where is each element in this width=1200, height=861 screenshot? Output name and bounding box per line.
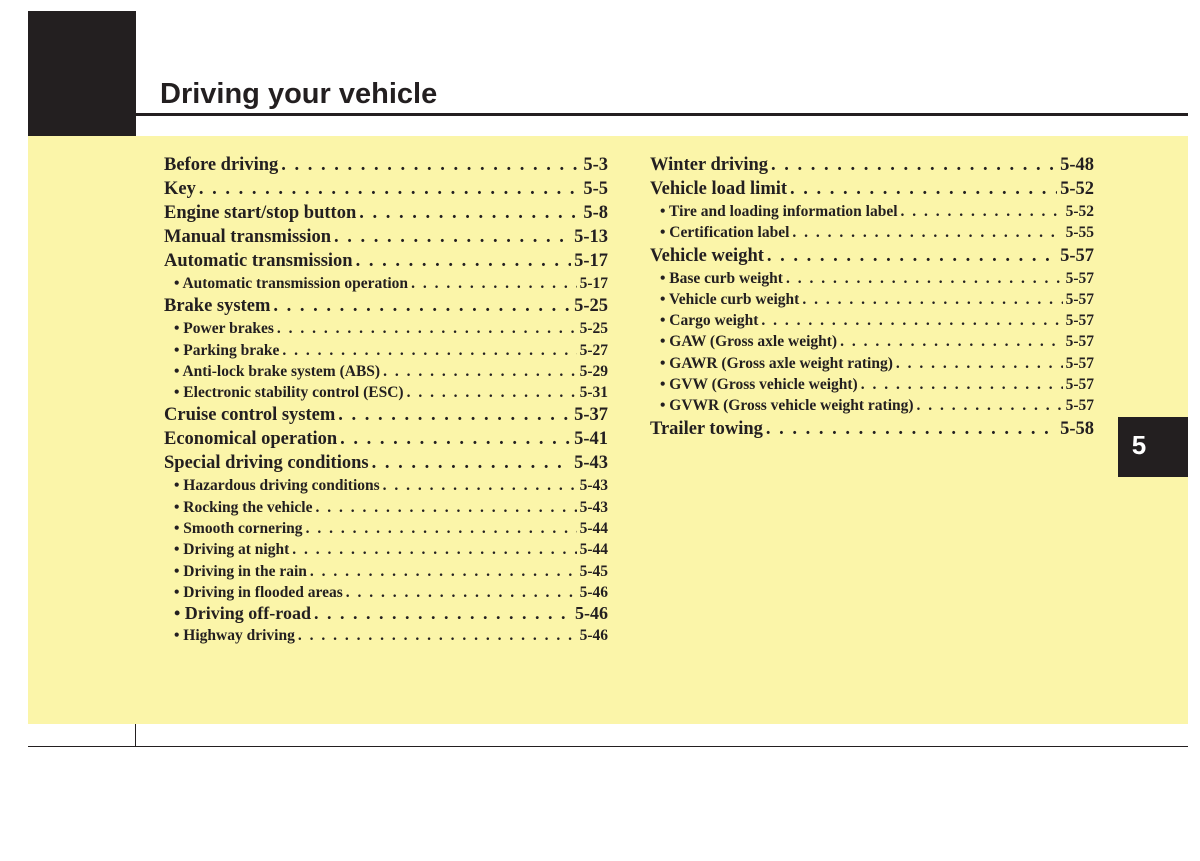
toc-page-number: 5-44 bbox=[579, 541, 608, 559]
dot-leader bbox=[338, 403, 571, 427]
dot-leader bbox=[901, 201, 1063, 222]
toc-subentry[interactable] bbox=[164, 361, 608, 382]
toc-subentry[interactable] bbox=[650, 395, 1094, 416]
toc-entry-label: • Driving in the rain bbox=[174, 562, 307, 580]
toc-page-number: 5-29 bbox=[579, 362, 608, 380]
toc-subentry[interactable] bbox=[164, 603, 608, 624]
toc-subentry[interactable] bbox=[164, 539, 608, 560]
toc-subentry[interactable] bbox=[164, 340, 608, 361]
toc-page-number: 5-17 bbox=[579, 275, 608, 292]
dot-leader bbox=[771, 153, 1057, 177]
toc-entry-label: Manual transmission bbox=[164, 227, 332, 247]
toc-subentry[interactable] bbox=[164, 382, 608, 403]
toc-entry-label: Cruise control system bbox=[164, 405, 336, 426]
toc-entry-label: • Driving at night bbox=[174, 541, 290, 559]
toc-entry-label: • GVWR (Gross vehicle weight rating) bbox=[660, 397, 914, 415]
toc-entry-label: Trailer towing bbox=[650, 418, 763, 439]
toc-column-left bbox=[164, 153, 608, 646]
toc-subentry[interactable] bbox=[164, 561, 608, 582]
toc-page-number: 5-17 bbox=[574, 251, 608, 271]
toc-entry-label: • Rocking the vehicle bbox=[174, 498, 313, 516]
toc-page-number: 5-25 bbox=[579, 320, 608, 338]
header-black-block bbox=[28, 11, 136, 136]
dot-leader bbox=[315, 497, 576, 518]
toc-entry[interactable] bbox=[164, 201, 608, 225]
toc-page-number: 5-41 bbox=[574, 429, 608, 450]
toc-page-number: 5-46 bbox=[579, 626, 608, 644]
toc-entry-label: • Parking brake bbox=[174, 341, 280, 359]
dot-leader bbox=[383, 361, 577, 382]
dot-leader bbox=[310, 561, 577, 582]
dot-leader bbox=[306, 518, 577, 539]
toc-entry-label: • Cargo weight bbox=[660, 312, 759, 330]
toc-page-number: 5-13 bbox=[574, 227, 608, 247]
toc-entry-label: • Automatic transmission operation bbox=[174, 275, 409, 292]
toc-page-number: 5-37 bbox=[574, 405, 608, 426]
dot-leader bbox=[277, 318, 577, 339]
dot-leader bbox=[790, 177, 1057, 201]
toc-entry-label: • Highway driving bbox=[174, 626, 295, 644]
toc-page-number: 5-27 bbox=[579, 341, 608, 359]
toc-page-number: 5-57 bbox=[1065, 397, 1094, 415]
toc-entry-label: • Smooth cornering bbox=[174, 520, 303, 538]
toc-page-number: 5-57 bbox=[1060, 245, 1094, 266]
toc-entry-label: Key bbox=[164, 179, 196, 199]
dot-leader bbox=[896, 353, 1063, 374]
toc-page-number: 5-25 bbox=[574, 296, 608, 317]
toc-subentry[interactable] bbox=[650, 289, 1094, 310]
toc-subentry[interactable] bbox=[164, 273, 608, 294]
toc-entry[interactable] bbox=[164, 403, 608, 427]
dot-leader bbox=[411, 273, 577, 294]
toc-page-number: 5-46 bbox=[579, 583, 608, 601]
dot-leader bbox=[383, 475, 577, 496]
toc-entry-label: Vehicle weight bbox=[650, 245, 764, 266]
toc-page-number: 5-31 bbox=[579, 384, 608, 402]
toc-subentry[interactable] bbox=[164, 518, 608, 539]
toc-subentry[interactable] bbox=[650, 310, 1094, 331]
dot-leader bbox=[346, 582, 577, 603]
dot-leader bbox=[792, 222, 1062, 243]
toc-page-number: 5-48 bbox=[1060, 155, 1094, 175]
dot-leader bbox=[340, 427, 571, 451]
toc-entry[interactable] bbox=[164, 225, 608, 249]
dot-leader bbox=[766, 417, 1057, 441]
toc-entry-label: Vehicle load limit bbox=[650, 179, 788, 199]
toc-page-number: 5-57 bbox=[1065, 290, 1094, 308]
toc-entry-label: Before driving bbox=[164, 155, 279, 175]
toc-entry-label: • GVW (Gross vehicle weight) bbox=[660, 376, 858, 394]
toc-page-number: 5-57 bbox=[1065, 269, 1094, 287]
toc-entry[interactable] bbox=[164, 451, 608, 475]
toc-subentry[interactable] bbox=[650, 201, 1094, 222]
toc-subentry[interactable] bbox=[164, 475, 608, 496]
toc-entry-label: • Vehicle curb weight bbox=[660, 290, 800, 308]
toc-entry[interactable] bbox=[650, 244, 1094, 268]
dot-leader bbox=[281, 153, 580, 177]
toc-entry[interactable] bbox=[164, 249, 608, 273]
toc-entry-label: • GAW (Gross axle weight) bbox=[660, 333, 838, 351]
toc-entry-label: • Driving in flooded areas bbox=[174, 583, 343, 601]
toc-subentry[interactable] bbox=[650, 374, 1094, 395]
toc-page-number: 5-57 bbox=[1065, 376, 1094, 394]
toc-column-right bbox=[650, 153, 1094, 441]
toc-page-number: 5-5 bbox=[583, 179, 608, 199]
toc-entry-label: • GAWR (Gross axle weight rating) bbox=[660, 354, 893, 372]
toc-entry[interactable] bbox=[164, 177, 608, 201]
toc-entry[interactable] bbox=[650, 177, 1094, 201]
toc-entry-label: Brake system bbox=[164, 296, 271, 317]
toc-page-number: 5-57 bbox=[1065, 333, 1094, 351]
toc-entry[interactable] bbox=[164, 294, 608, 318]
toc-page-number: 5-43 bbox=[579, 498, 608, 516]
toc-entry-label: Winter driving bbox=[650, 155, 769, 175]
toc-entry-label: • Electronic stability control (ESC) bbox=[174, 384, 404, 402]
toc-entry-label: • Certification label bbox=[660, 224, 790, 242]
title-rule bbox=[136, 113, 1188, 116]
dot-leader bbox=[292, 539, 576, 560]
toc-subentry[interactable] bbox=[650, 353, 1094, 374]
toc-subentry[interactable] bbox=[164, 497, 608, 518]
dot-leader bbox=[861, 374, 1063, 395]
dot-leader bbox=[802, 289, 1062, 310]
page-title: Driving your vehicle bbox=[160, 78, 438, 110]
toc-page-number: 5-43 bbox=[574, 453, 608, 474]
toc-entry[interactable] bbox=[650, 153, 1094, 177]
toc-entry-label: • Power brakes bbox=[174, 320, 274, 338]
dot-leader bbox=[199, 177, 580, 201]
dot-leader bbox=[767, 244, 1057, 268]
toc-page-number: 5-52 bbox=[1060, 179, 1094, 199]
toc-entry-label: • Anti-lock brake system (ABS) bbox=[174, 362, 381, 380]
dot-leader bbox=[407, 382, 577, 403]
toc-page-number: 5-45 bbox=[579, 562, 608, 580]
dot-leader bbox=[282, 340, 576, 361]
toc-subentry[interactable] bbox=[164, 582, 608, 603]
toc-page-number: 5-57 bbox=[1065, 354, 1094, 372]
toc-entry[interactable] bbox=[650, 417, 1094, 441]
dot-leader bbox=[273, 294, 571, 318]
dot-leader bbox=[840, 331, 1063, 352]
toc-subentry[interactable] bbox=[650, 268, 1094, 289]
toc-entry-label: Automatic transmission bbox=[164, 251, 353, 271]
toc-page-number: 5-58 bbox=[1060, 418, 1094, 439]
toc-entry-label: • Tire and loading information label bbox=[660, 203, 898, 220]
dot-leader bbox=[372, 451, 572, 475]
toc-subentry[interactable] bbox=[650, 331, 1094, 352]
toc-subentry[interactable] bbox=[164, 625, 608, 646]
toc-entry-label: • Driving off-road bbox=[174, 603, 311, 624]
toc-subentry[interactable] bbox=[164, 318, 608, 339]
toc-entry-label: Special driving conditions bbox=[164, 453, 369, 474]
toc-page-number: 5-44 bbox=[579, 520, 608, 538]
toc-page-number: 5-52 bbox=[1065, 203, 1094, 220]
toc-entry-label: Engine start/stop button bbox=[164, 203, 357, 223]
toc-entry[interactable] bbox=[164, 153, 608, 177]
toc-page-number: 5-55 bbox=[1065, 224, 1094, 242]
dot-leader bbox=[298, 625, 577, 646]
toc-page-number: 5-43 bbox=[579, 477, 608, 495]
toc-entry[interactable] bbox=[164, 427, 608, 451]
toc-subentry[interactable] bbox=[650, 222, 1094, 243]
dot-leader bbox=[356, 249, 571, 273]
dot-leader bbox=[314, 603, 572, 624]
bottom-rule bbox=[28, 746, 1188, 747]
toc-page-number: 5-3 bbox=[583, 155, 608, 175]
toc-entry-label: • Hazardous driving conditions bbox=[174, 477, 380, 495]
dot-leader bbox=[359, 201, 580, 225]
dot-leader bbox=[786, 268, 1063, 289]
dot-leader bbox=[761, 310, 1062, 331]
toc-entry-label: Economical operation bbox=[164, 429, 338, 450]
dot-leader bbox=[917, 395, 1063, 416]
toc-page-number: 5-46 bbox=[575, 603, 608, 624]
toc-page-number: 5-8 bbox=[583, 203, 608, 223]
dot-leader bbox=[334, 225, 571, 249]
chapter-tab[interactable]: 5 bbox=[1118, 417, 1188, 477]
toc-page-number: 5-57 bbox=[1065, 312, 1094, 330]
toc-entry-label: • Base curb weight bbox=[660, 269, 783, 287]
